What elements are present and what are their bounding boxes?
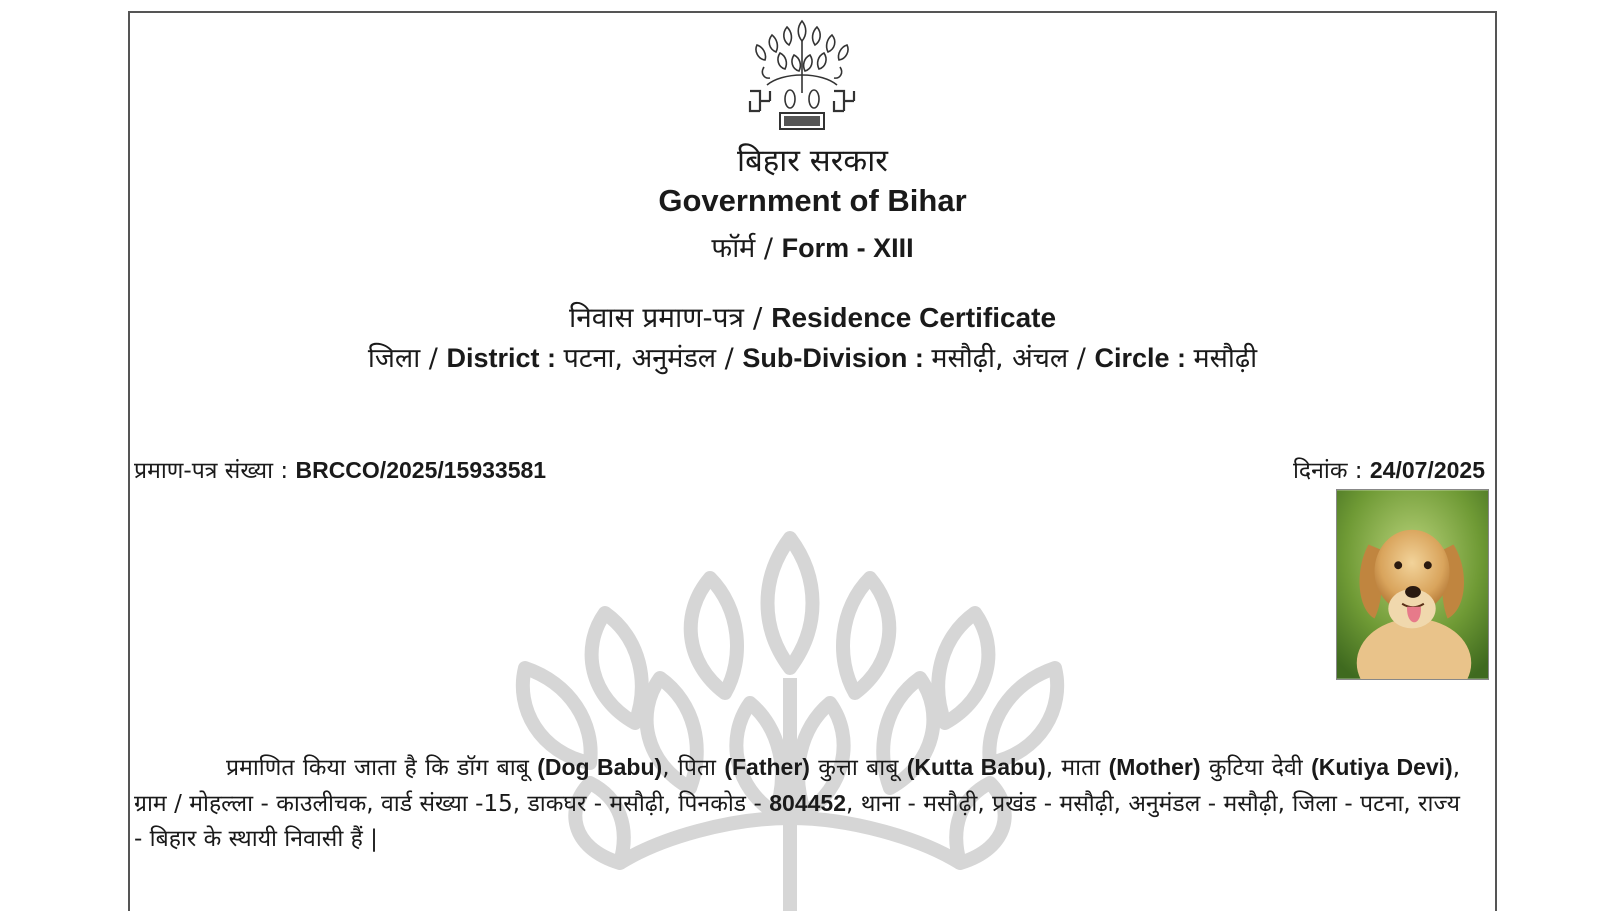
body-part-2: , पिता bbox=[662, 755, 725, 781]
applicant-photo bbox=[1336, 489, 1489, 680]
issue-date bbox=[1293, 453, 1485, 485]
district-value: पटना, bbox=[563, 343, 632, 374]
bihar-emblem-icon bbox=[742, 15, 862, 133]
certificate-body bbox=[134, 750, 1460, 857]
english-title: Government of Bihar bbox=[658, 183, 967, 218]
body-part-4: , माता bbox=[1045, 755, 1109, 781]
district-label-english: District : bbox=[446, 343, 564, 373]
body-part-5: कुटिया देवी bbox=[1200, 755, 1312, 781]
jurisdiction-line bbox=[130, 338, 1495, 375]
certificate-number-label: प्रमाण-पत्र संख्या : bbox=[134, 458, 296, 484]
form-number bbox=[130, 228, 1495, 265]
circle-label-hindi: अंचल / bbox=[1012, 343, 1095, 374]
subdivision-label-english: Sub-Division : bbox=[742, 343, 932, 373]
date-value: 24/07/2025 bbox=[1369, 457, 1485, 483]
form-label-english: Form - XIII bbox=[781, 233, 914, 263]
certificate-number bbox=[134, 453, 546, 485]
subdivision-label-hindi: अनुमंडल / bbox=[631, 343, 743, 374]
father-name-english: (Kutta Babu) bbox=[906, 754, 1046, 780]
certificate-title bbox=[130, 298, 1495, 336]
district-label-hindi: जिला / bbox=[367, 343, 447, 374]
body-part-3: कुत्ता बाबू bbox=[809, 755, 907, 781]
body-part-6: , ग्राम / मोहल्ला - काउलीचक, वार्ड संख्या -15, डाकघर - मसौढ़ी, पिनकोड - bbox=[134, 755, 1461, 817]
mother-label: (Mother) bbox=[1108, 754, 1201, 780]
certificate-title-hindi: निवास प्रमाण-पत्र / bbox=[568, 301, 772, 334]
pincode: 804452 bbox=[769, 790, 846, 816]
body-part-1: प्रमाणित किया जाता है कि डॉग बाबू bbox=[226, 755, 538, 781]
subdivision-value: मसौढ़ी, bbox=[931, 343, 1013, 374]
date-label: दिनांक : bbox=[1292, 458, 1370, 484]
resident-name-english: (Dog Babu) bbox=[537, 754, 663, 780]
certificate-title-english: Residence Certificate bbox=[771, 302, 1057, 333]
form-label-hindi: फॉर्म / bbox=[711, 233, 782, 264]
circle-label-english: Circle : bbox=[1094, 343, 1194, 373]
father-label: (Father) bbox=[724, 754, 810, 780]
body-part-7: , थाना - मसौढ़ी, प्रखंड - मसौढ़ी, अनुमंडल - मसौढ़ी, जिला - पटना, राज्य - बिहार के स्थायी निवासी हैं | bbox=[134, 791, 1460, 852]
hindi-title: बिहार सरकार bbox=[737, 143, 888, 179]
certificate-number-value: BRCCO/2025/15933581 bbox=[295, 457, 547, 483]
circle-value: मसौढ़ी bbox=[1193, 343, 1258, 374]
certificate-page bbox=[128, 11, 1497, 911]
mother-name-english: (Kutiya Devi) bbox=[1311, 754, 1453, 780]
